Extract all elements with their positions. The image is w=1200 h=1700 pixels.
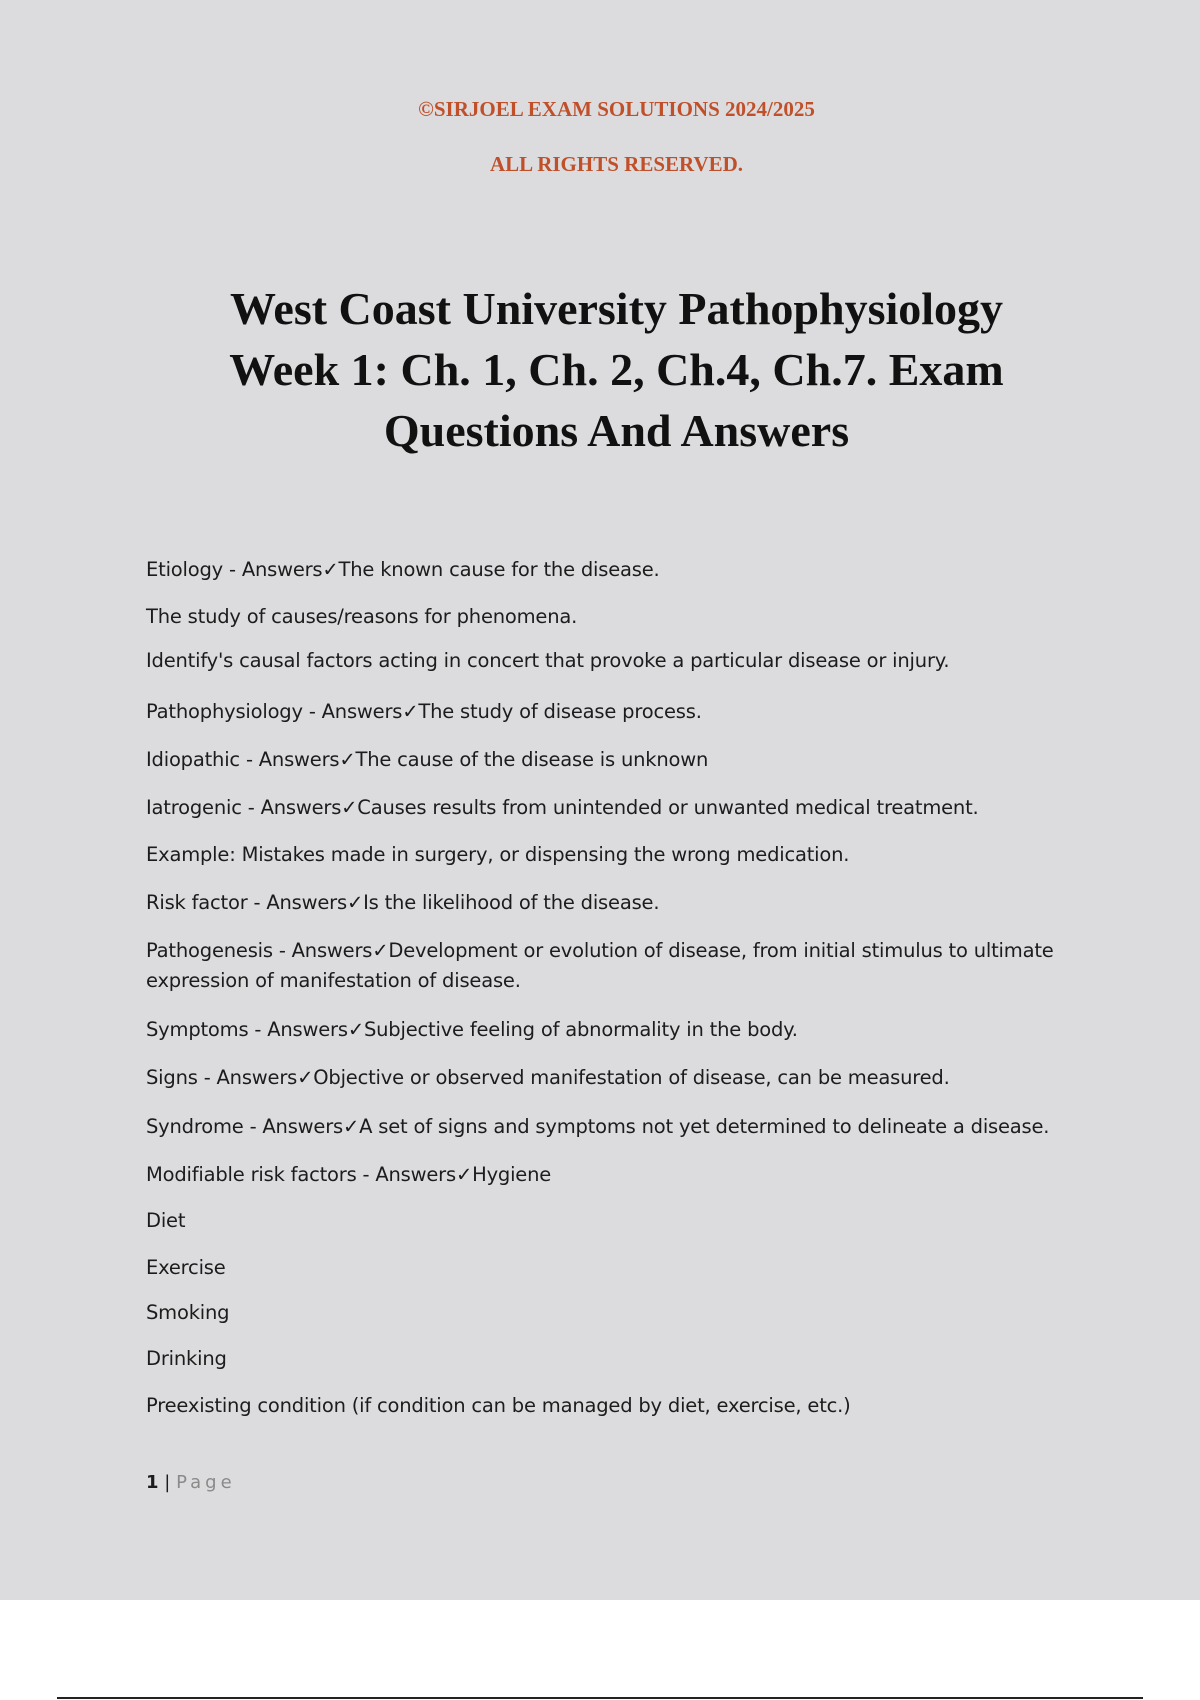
document-title — [150, 278, 1083, 461]
bottom-divider — [57, 1697, 1143, 1699]
copyright-line: ©SIRJOEL EXAM SOLUTIONS 2024/2025 — [418, 97, 815, 121]
list-item-preexisting-condition: Preexisting condition (if condition can be managed by diet, exercise, etc.) — [146, 1394, 851, 1417]
qa-syndrome: Syndrome - Answers✓A set of signs and symptoms not yet determined to delineate a disease. — [146, 1115, 1050, 1138]
qa-idiopathic: Idiopathic - Answers✓The cause of the disease is unknown — [146, 748, 709, 771]
qa-iatrogenic-example: Example: Mistakes made in surgery, or dispensing the wrong medication. — [146, 843, 850, 866]
qa-risk-factor: Risk factor - Answers✓Is the likelihood of the disease. — [146, 891, 660, 914]
qa-signs: Signs - Answers✓Objective or observed manifestation of disease, can be measured. — [146, 1066, 950, 1089]
list-item-smoking: Smoking — [146, 1301, 230, 1324]
page-number: 1 — [146, 1472, 159, 1493]
qa-iatrogenic: Iatrogenic - Answers✓Causes results from unintended or unwanted medical treatment. — [146, 796, 979, 819]
page-separator: | — [164, 1472, 171, 1493]
qa-etiology-line-2: The study of causes/reasons for phenomena. — [146, 605, 578, 628]
qa-pathophysiology: Pathophysiology - Answers✓The study of disease process. — [146, 700, 702, 723]
list-item-exercise: Exercise — [146, 1256, 226, 1279]
title-line-2: Week 1: Ch. 1, Ch. 2, Ch.4, Ch.7. Exam — [229, 344, 1004, 395]
list-item-diet: Diet — [146, 1209, 186, 1232]
title-line-3: Questions And Answers — [383, 405, 850, 456]
qa-pathogenesis: Pathogenesis - Answers✓Development or evolution of disease, from initial stimulus to ultimate expression of manifestation of disease. — [146, 939, 1054, 992]
qa-etiology: Etiology - Answers✓The known cause for the disease. — [146, 558, 660, 581]
list-item-drinking: Drinking — [146, 1347, 227, 1370]
qa-symptoms: Symptoms - Answers✓Subjective feeling of abnormality in the body. — [146, 1018, 798, 1041]
qa-etiology-line-3: Identify's causal factors acting in concert that provoke a particular disease or injury. — [146, 649, 950, 672]
title-line-1: West Coast University Pathophysiology — [229, 283, 1004, 334]
page-footer — [146, 1472, 236, 1493]
copyright-header — [0, 97, 1200, 207]
rights-line: ALL RIGHTS RESERVED. — [489, 152, 744, 176]
page-label: Page — [176, 1472, 236, 1493]
qa-modifiable-risk-factors: Modifiable risk factors - Answers✓Hygiene — [146, 1163, 552, 1186]
